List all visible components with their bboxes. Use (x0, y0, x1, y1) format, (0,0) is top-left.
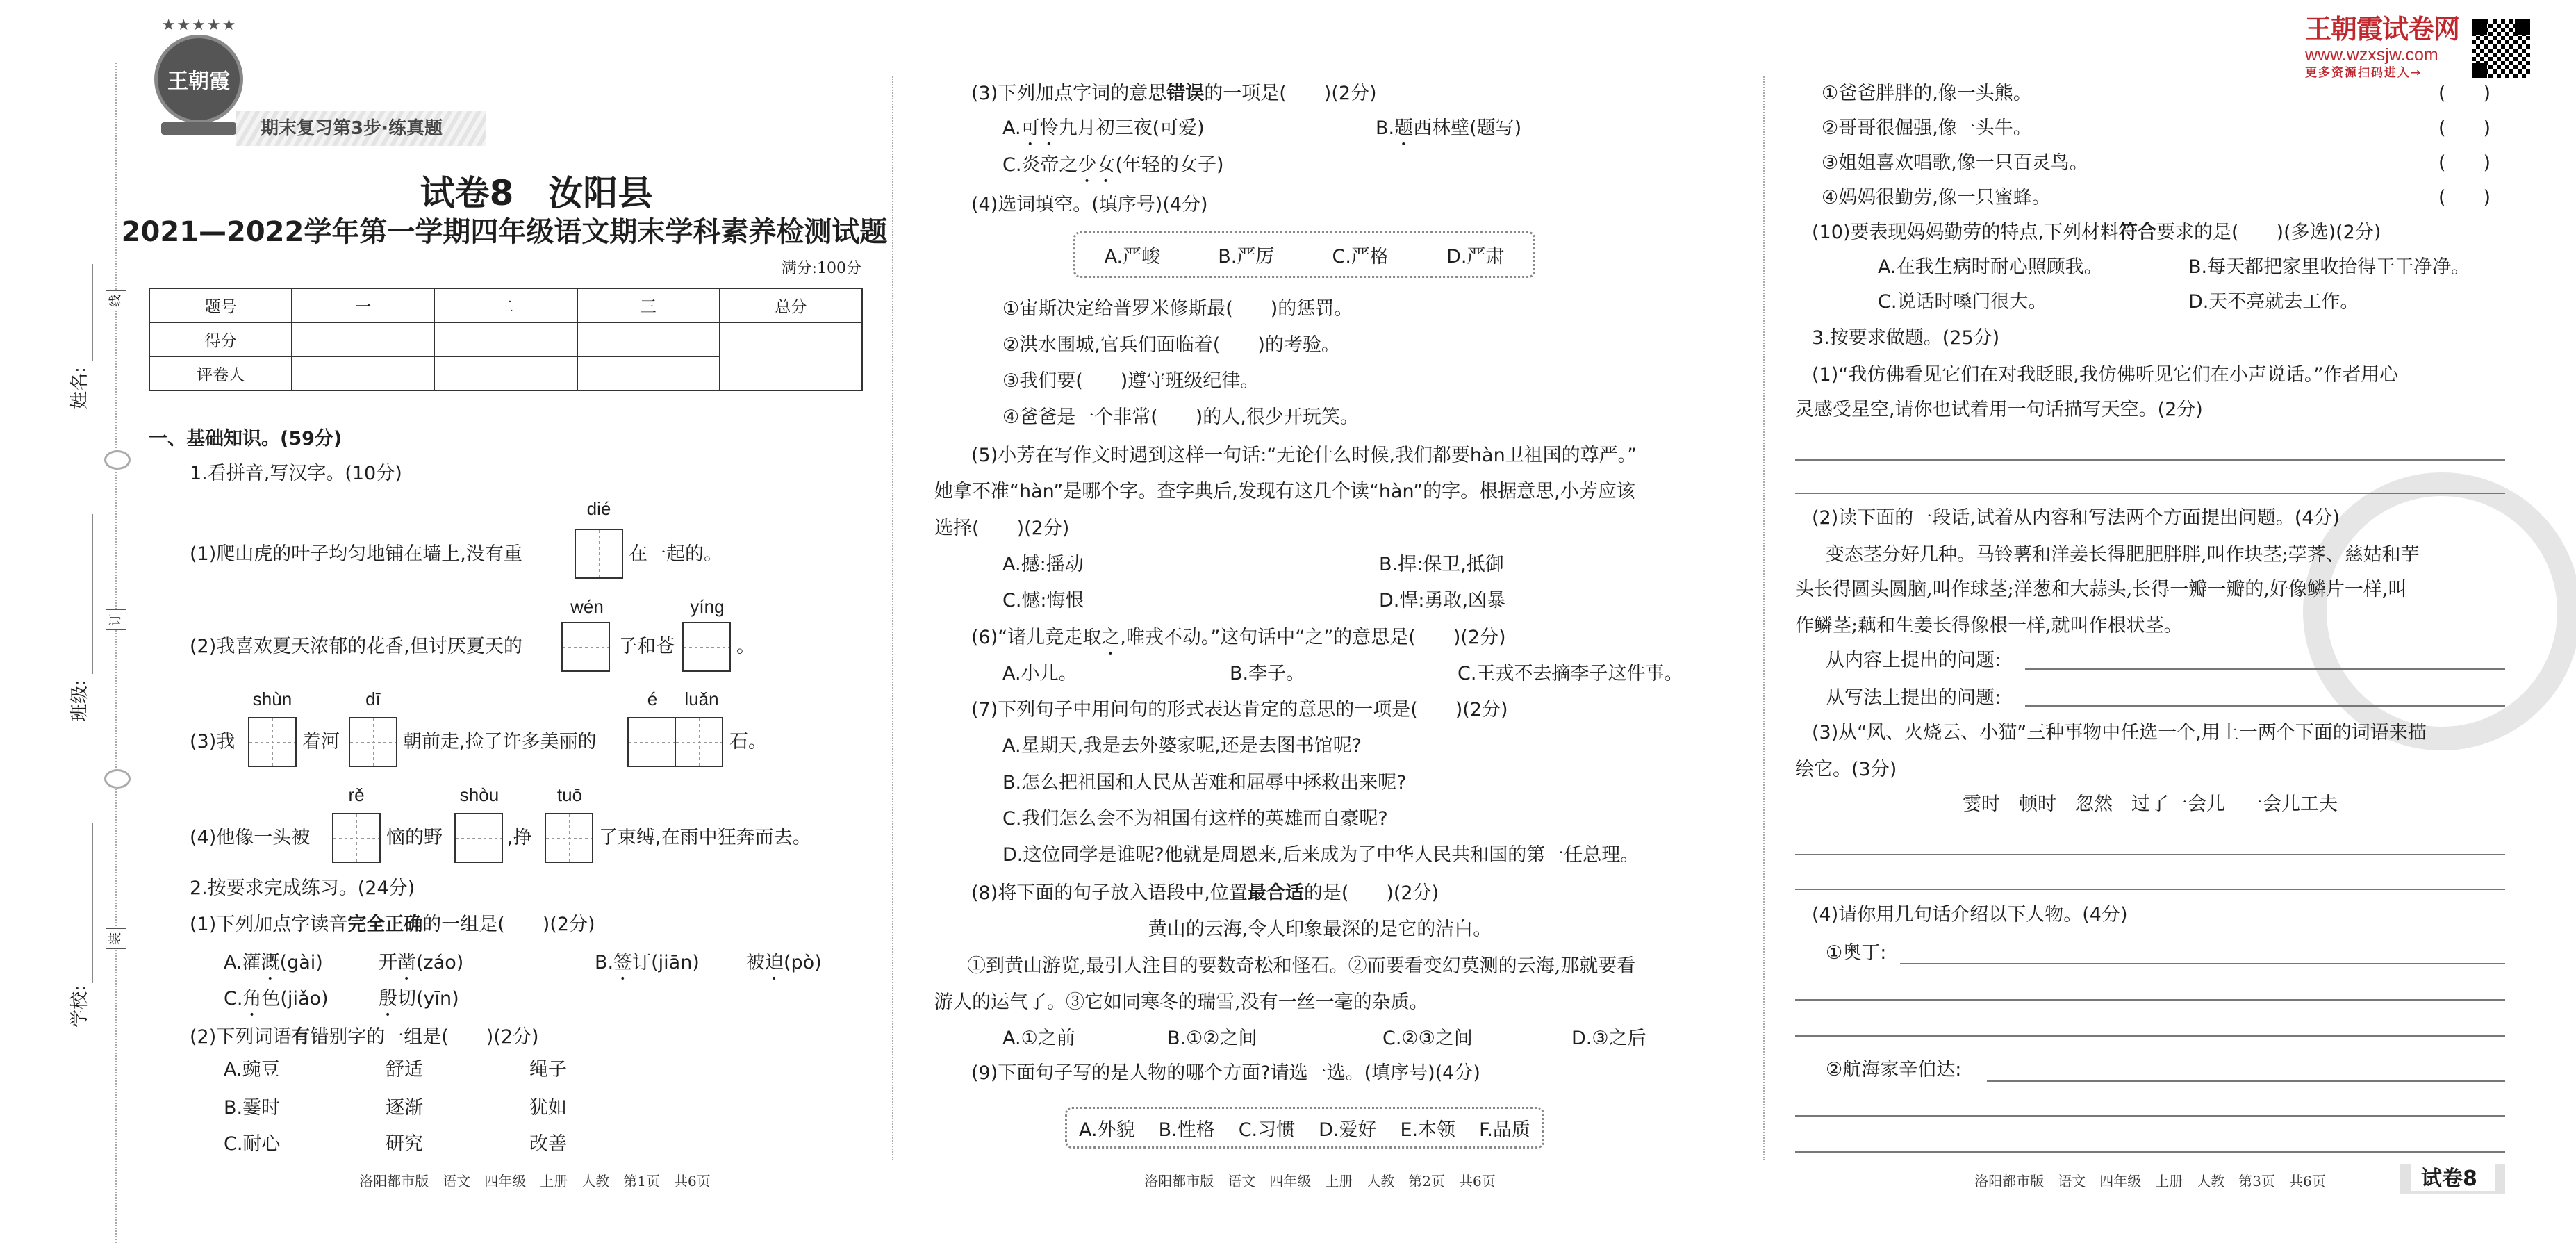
grader-cell[interactable] (434, 356, 577, 390)
q3-2-passage: 作鳞茎;藕和生姜长得像根一样,就叫作根状茎。 (1795, 615, 2183, 636)
column-divider (892, 76, 893, 1160)
q1-3-text: 朝前走,捡了许多美丽的 (403, 731, 597, 752)
option: B.每天都把家里收拾得干干净净。 (2188, 256, 2470, 278)
pinyin: wén (570, 596, 604, 617)
page-title: 试卷8 汝阳县 (420, 173, 653, 213)
q8-stem (971, 882, 1439, 905)
text-segment: (10)要表现妈妈勤劳的特点,下列材料 (1812, 222, 2120, 243)
binding-mark-zhuang: 装 (106, 928, 126, 949)
text-segment: 要求的是( )(多选)(2分) (2156, 222, 2381, 243)
fill-item: ③我们要( )遵守班级纪律。 (1002, 370, 1260, 392)
answer-line[interactable] (1795, 1151, 2505, 1153)
dotted-char: 少女 (1078, 154, 1116, 176)
answer-line[interactable] (1795, 493, 2505, 494)
option-b (1376, 117, 1521, 150)
text-segment: B. (1376, 117, 1395, 139)
pinyin: shùn (252, 689, 292, 709)
banner-text: 期末复习第3步·练真题 (261, 118, 443, 139)
class-line (92, 514, 93, 674)
name-label: 姓名: (69, 367, 90, 409)
option: C.②③之间 (1382, 1028, 1473, 1049)
column-divider (1763, 76, 1765, 1160)
aspect-option: B.性格 (1158, 1119, 1215, 1141)
score-cell[interactable] (292, 322, 434, 356)
page-footer: 洛阳都市版 语文 四年级 上册 人教 第3页 共6页 (1974, 1173, 2326, 1190)
total-score-cell[interactable] (720, 322, 862, 390)
text-segment: 开 (379, 952, 397, 973)
score-header: 题号 (149, 288, 292, 322)
score-header: 一 (292, 288, 434, 322)
binding-dotted-line (115, 63, 117, 1243)
name-line (92, 264, 93, 361)
option-b1 (595, 951, 700, 985)
writing-box[interactable] (627, 717, 676, 767)
answer-paren[interactable]: ( ) (2438, 117, 2491, 139)
q1-4-text: (4)他像一头被 (190, 827, 311, 848)
grader-cell[interactable] (577, 356, 720, 390)
text-segment: 错别字的一组是( )(2分) (310, 1026, 539, 1048)
score-header: 总分 (720, 288, 862, 322)
brand-slogan: 更多资源扫码进入→ (2305, 66, 2422, 80)
q5-stem: 选择( )(2分) (934, 518, 1070, 539)
answer-paren[interactable]: ( ) (2438, 152, 2491, 174)
text-segment: (pò) (784, 952, 822, 973)
q3-4-odin-label: ①奥丁: (1826, 942, 1887, 964)
writing-box[interactable] (575, 529, 623, 579)
q3-4-sinbad-label: ②航海家辛伯达: (1826, 1059, 1962, 1080)
answer-line[interactable] (1900, 963, 2505, 964)
text-segment: 西林壁(题写) (1413, 117, 1522, 139)
option: B.①②之间 (1167, 1028, 1257, 1049)
q3-1-stem: (1)“我仿佛看见它们在对我眨眼,我仿佛听见它们在小声说话。”作者用心 (1812, 364, 2399, 386)
page-subtitle: 2021—2022学年第一学期四年级语文期末学科素养检测试题 (121, 216, 888, 248)
q10-stem (1812, 221, 2381, 245)
option: A.撼:摇动 (1002, 554, 1084, 575)
text-segment: 的一组是( )(2分) (422, 914, 595, 935)
text-segment: (1)下列加点字读音 (190, 914, 348, 935)
option: A.在我生病时耐心照顾我。 (1878, 256, 2103, 278)
q8-passage: ①到黄山游览,最引人注目的要数奇松和怪石。②而要看变幻莫测的云海,那就要看 (967, 955, 1636, 977)
fill-item: ②洪水围城,官兵们面临着( )的考验。 (1002, 334, 1340, 356)
word-option: 逐渐 (386, 1097, 423, 1119)
dotted-char: 殷 (379, 988, 397, 1010)
text-segment: 九月初三夜(可爱) (1058, 117, 1205, 139)
text-segment: (6)“诸儿竞走取 (971, 627, 1102, 648)
text-segment: 被 (746, 952, 765, 973)
option: A.小儿。 (1002, 663, 1078, 684)
q1-4-text: 恼的野 (386, 827, 443, 848)
fill-item: ④爸爸是一个非常( )的人,很少开玩笑。 (1002, 406, 1359, 428)
option: D.悍:勇敢,凶暴 (1379, 590, 1506, 611)
word-option: 犹如 (529, 1097, 567, 1119)
q3-1-stem: 灵感受星空,请你也试着用一句话描写天空。(2分) (1795, 399, 2203, 420)
option: A.星期天,我是去外婆家呢,还是去图书馆呢? (1002, 735, 1362, 757)
section-heading: 一、基础知识。(59分) (149, 428, 342, 450)
word-option: 研究 (386, 1133, 423, 1155)
q1-1-text: (1)爬山虎的叶子均匀地铺在墙上,没有重 (190, 543, 522, 565)
word-option: A.豌豆 (224, 1059, 280, 1080)
score-table (149, 288, 863, 391)
brand-watermark (2305, 14, 2465, 81)
q2-1-stem (190, 913, 595, 937)
qr-code-icon[interactable] (2470, 18, 2532, 79)
page-footer: 洛阳都市版 语文 四年级 上册 人教 第1页 共6页 (359, 1173, 711, 1190)
option: D.这位同学是谁呢?他就是周恩来,后来成为了中华人民共和国的第一任总理。 (1002, 844, 1640, 866)
question-3: 3.按要求做题。(25分) (1812, 327, 2000, 349)
pinyin: yíng (690, 596, 725, 617)
q3-2-stem: (2)读下面的一段话,试着从内容和写法两个方面提出问题。(4分) (1812, 507, 2340, 529)
pinyin: dié (586, 498, 611, 519)
bold-keyword: 符合 (2119, 222, 2157, 243)
option: B.怎么把祖国和人民从苦难和屈辱中拯救出来呢? (1002, 772, 1407, 793)
option: C.王戎不去摘李子这件事。 (1458, 663, 1683, 684)
watermark-seal-icon (2303, 472, 2576, 750)
pinyin: tuō (556, 784, 583, 805)
word-bank-item: D.严肃 (1446, 246, 1505, 267)
writing-box[interactable] (682, 622, 731, 672)
option: A.①之前 (1002, 1028, 1075, 1049)
option-c (1002, 154, 1224, 187)
logo-stars-icon: ★★★★★ (161, 17, 238, 34)
writing-box[interactable] (675, 717, 723, 767)
q3-4-stem: (4)请你用几句话介绍以下人物。(4分) (1812, 904, 2128, 925)
score-cell[interactable] (434, 322, 577, 356)
text-segment: A. (1002, 117, 1021, 139)
word-bank-item: B.严厉 (1218, 246, 1275, 267)
word-option: 改善 (529, 1133, 567, 1155)
q5-stem: 她拿不准“hàn”是哪个字。查字典后,发现有这几个读“hàn”的字。根据意思,小芳应该 (934, 481, 1635, 502)
text-segment: (záo) (416, 952, 464, 973)
bold-keyword: 完全正确 (347, 914, 423, 935)
writing-box[interactable] (545, 813, 593, 863)
option: D.③之后 (1571, 1028, 1646, 1049)
q3-2-passage: 头长得圆头圆脑,叫作球茎;洋葱和大蒜头,长得一瓣一瓣的,好像鳞片一样,叫 (1795, 579, 2407, 600)
option: B.捍:保卫,抵御 (1379, 554, 1504, 575)
writing-box[interactable] (454, 813, 503, 863)
score-header: 二 (434, 288, 577, 322)
brand-url[interactable]: www.wzxsjw.com (2305, 45, 2438, 65)
pinyin: shòu (459, 784, 499, 805)
aspect-option: E.本领 (1400, 1119, 1456, 1141)
q8-passage: 游人的运气了。③它如同寒冬的瑞雪,没有一丝一毫的杂质。 (934, 991, 1428, 1013)
question-1: 1.看拼音,写汉字。(10分) (190, 463, 402, 484)
option: D.天不亮就去工作。 (2188, 291, 2359, 313)
option-a2 (379, 951, 463, 985)
writing-box[interactable] (561, 622, 610, 672)
score-cell[interactable] (577, 322, 720, 356)
dotted-char: 可怜 (1021, 117, 1059, 139)
bold-keyword: 最合适 (1247, 882, 1304, 904)
text-segment: (年轻的女子) (1115, 154, 1224, 176)
q7-stem: (7)下列句子中用问句的形式表达肯定的意思的一项是( )(2分) (971, 699, 1508, 721)
dotted-char: 角 (242, 988, 262, 1010)
writing-question-label: 从写法上提出的问题: (1826, 687, 2001, 709)
full-score: 满分:100分 (781, 260, 861, 277)
bold-keyword: 错误 (1166, 83, 1205, 104)
q1-3-text: (3)我 (190, 731, 236, 752)
q2-2-stem (190, 1026, 539, 1049)
aspect-option: F.品质 (1479, 1119, 1530, 1141)
word-bank-item: C.严格 (1332, 246, 1389, 267)
word-option: 绳子 (529, 1059, 567, 1080)
option: C.说话时嗓门很大。 (1878, 291, 2047, 313)
q1-3-text: 着河 (302, 731, 340, 752)
text-segment: (gài) (279, 952, 323, 973)
grader-cell[interactable] (292, 356, 434, 390)
q3-stem (971, 82, 1377, 106)
q8-sentence: 黄山的云海,令人印象最深的是它的洁白。 (1148, 919, 1492, 940)
answer-line[interactable] (1795, 854, 2505, 855)
binding-mark-xian: 线 (106, 290, 126, 311)
aspect-option: D.爱好 (1319, 1119, 1377, 1141)
answer-line[interactable] (1795, 1035, 2505, 1037)
q9-item: ①爸爸胖胖的,像一头熊。 (1822, 83, 2032, 104)
q3-3-stem: 绘它。(3分) (1795, 759, 1897, 780)
dotted-char: 签 (613, 952, 633, 973)
score-row-label: 得分 (149, 322, 292, 356)
binding-circle-icon (104, 769, 131, 789)
answer-paren[interactable]: ( ) (2438, 83, 2491, 104)
answer-line[interactable] (1795, 889, 2505, 890)
binding-circle-icon (104, 450, 131, 470)
word-option: C.耐心 (224, 1133, 281, 1155)
text-segment: 的一项是( )(2分) (1204, 83, 1377, 104)
text-segment: 的是( )(2分) (1303, 882, 1439, 904)
q9-item: ④妈妈很勤劳,像一只蜜蜂。 (1822, 187, 2051, 208)
q1-2-text: 子和苍 (618, 636, 675, 657)
score-row-label: 评卷人 (149, 356, 292, 390)
q1-2-text: (2)我喜欢夏天浓郁的花香,但讨厌夏天的 (190, 636, 522, 657)
option-c2 (379, 987, 459, 1021)
text-segment: (2)下列词语 (190, 1026, 292, 1048)
score-header: 三 (577, 288, 720, 322)
text-segment: C.炎帝之 (1002, 154, 1078, 176)
logo (154, 35, 243, 124)
writing-box[interactable] (248, 717, 297, 767)
q3-3-stem: (3)从“风、火烧云、小猫”三种事物中任选一个,用上一两个下面的词语来描 (1812, 722, 2427, 743)
answer-line[interactable] (1795, 999, 2505, 1001)
paper-tag-text: 试卷8 (2421, 1167, 2477, 1191)
answer-line[interactable] (1795, 1115, 2505, 1117)
page-footer: 洛阳都市版 语文 四年级 上册 人教 第2页 共6页 (1144, 1173, 1496, 1190)
q1-2-text: 。 (736, 636, 755, 657)
answer-paren[interactable]: ( ) (2438, 187, 2491, 208)
logo-text: 王朝霞 (167, 69, 230, 94)
q1-1-text: 在一起的。 (629, 543, 723, 565)
text-segment: ,唯戎不动。”这句话中“之”的意思是( )(2分) (1120, 627, 1506, 648)
option-c1 (224, 987, 329, 1021)
q1-3-text: 石。 (729, 731, 767, 752)
option: C.我们怎么会不为祖国有这样的英雄而自豪呢? (1002, 808, 1388, 830)
option-a (1002, 117, 1205, 150)
text-segment: C. (224, 988, 243, 1010)
dotted-char: 溉 (261, 952, 280, 973)
answer-line[interactable] (1795, 459, 2505, 461)
dotted-char: 迫 (765, 952, 784, 973)
logo-ribbon (161, 122, 236, 135)
content-question-line[interactable] (2025, 668, 2505, 670)
writing-box[interactable] (349, 717, 397, 767)
school-line (92, 823, 93, 983)
text-segment: 切(yīn) (397, 988, 459, 1010)
pinyin: luǎn (684, 689, 719, 709)
school-label: 学校: (69, 985, 90, 1028)
option-a1 (224, 951, 323, 985)
q9-stem: (9)下面句子写的是人物的哪个方面?请选一选。(填序号)(4分) (971, 1062, 1480, 1084)
answer-line[interactable] (1987, 1080, 2505, 1082)
question-2: 2.按要求完成练习。(24分) (190, 878, 415, 899)
dotted-char: 题 (1394, 117, 1414, 139)
option: C.憾:悔恨 (1002, 590, 1084, 611)
pinyin: dī (365, 689, 381, 709)
option: B.李子。 (1230, 663, 1305, 684)
class-label: 班级: (69, 680, 90, 722)
q1-4-text: 了束缚,在雨中狂奔而去。 (599, 827, 811, 848)
text-segment: B. (595, 952, 614, 973)
word-option: B.霎时 (224, 1097, 281, 1119)
paper-tag (2400, 1164, 2505, 1194)
q4-stem: (4)选词填空。(填序号)(4分) (971, 194, 1208, 215)
q9-item: ③姐姐喜欢唱歌,像一只百灵鸟。 (1822, 152, 2088, 174)
q6-stem (971, 626, 1506, 659)
dotted-char: 之 (1101, 627, 1121, 648)
q9-item: ②哥哥很倔强,像一头牛。 (1822, 117, 2032, 139)
q1-4-text: ,挣 (507, 827, 532, 848)
text-segment: (8)将下面的句子放入语段中,位置 (971, 882, 1248, 904)
brand-name: 王朝霞试卷网 (2305, 14, 2460, 44)
q3-2-passage: 变态茎分好几种。马铃薯和洋姜长得肥肥胖胖,叫作块茎;荸荠、慈姑和芋 (1826, 544, 2420, 566)
text-segment: 订(jiān) (632, 952, 700, 973)
q3-3-words: 霎时 顿时 忽然 过了一会儿 一会儿工夫 (1963, 793, 2338, 815)
writing-box[interactable] (332, 813, 381, 863)
text-segment: A.灌 (224, 952, 261, 973)
word-bank-item: A.严峻 (1104, 246, 1161, 267)
bold-keyword: 有 (291, 1026, 311, 1048)
content-question-label: 从内容上提出的问题: (1826, 650, 2001, 671)
binding-mark-ding: 订 (106, 609, 126, 630)
pinyin: é (647, 689, 658, 709)
word-bank-box (1073, 231, 1535, 278)
aspect-option: A.外貌 (1079, 1119, 1135, 1141)
text-segment: (3)下列加点字词的意思 (971, 83, 1167, 104)
word-option: 舒适 (386, 1059, 423, 1080)
text-segment: 色(jiǎo) (261, 988, 329, 1010)
fill-item: ①宙斯决定给普罗米修斯最( )的惩罚。 (1002, 298, 1353, 320)
dotted-char: 凿 (397, 952, 416, 973)
q5-stem: (5)小芳在写作文时遇到这样一句话:“无论什么时候,我们都要hàn卫祖国的尊严。” (971, 445, 1637, 466)
pinyin: rě (348, 784, 365, 805)
aspect-options-box (1065, 1107, 1544, 1149)
option-b2 (746, 951, 822, 985)
writing-question-line[interactable] (2025, 705, 2505, 707)
aspect-option: C.习惯 (1238, 1119, 1296, 1141)
